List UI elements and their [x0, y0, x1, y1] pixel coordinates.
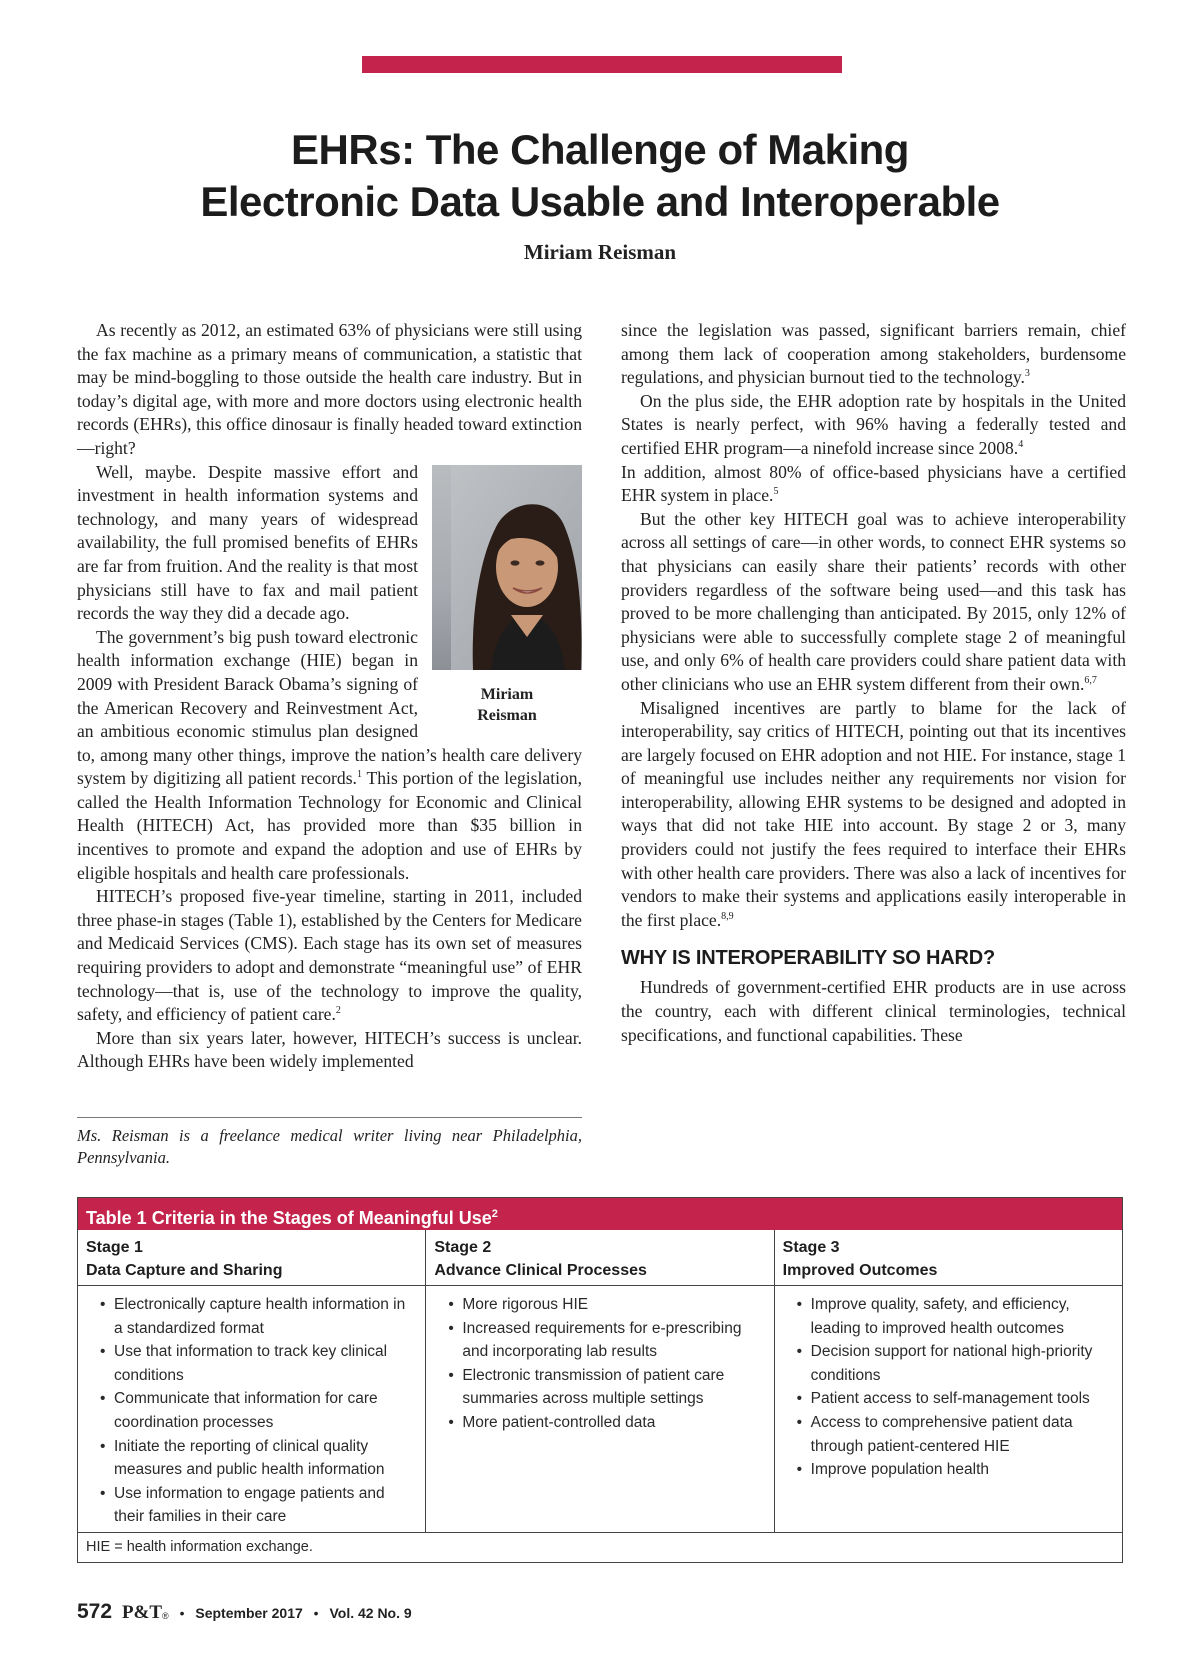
list-item: • Communicate that information for care coordination processes — [100, 1387, 415, 1434]
list-item: • Use information to engage patients and their families in their care — [100, 1482, 415, 1529]
table-column-header — [775, 1230, 1122, 1286]
list-item: • Initiate the reporting of clinical quality measures and public health information — [100, 1435, 415, 1482]
criteria-list — [775, 1286, 1122, 1482]
right-paragraph-4-text: But the other key HITECH goal was to achieve interoperability across all settings of care—in other words, to connect EHR systems so that physicians can easily share their patients’ records with other providers regardless of the software being used—and this task has proved to be more challenging than anticipated. By 2015, only 12% of physicians were able to successfully complete stage 2 of meaningful use, and only 6% of health care providers could share patient data with other clinicians who use an EHR system different from their own. — [621, 508, 1126, 694]
page-footer — [77, 1600, 412, 1624]
table-title-text: Table 1 Criteria in the Stages of Meaningful Use — [86, 1208, 492, 1228]
stage-name: Improved Outcomes — [782, 1262, 938, 1279]
list-item: • Patient access to self-management tools — [797, 1387, 1112, 1411]
journal-name: P&T — [121, 1602, 163, 1623]
footnote-divider — [77, 1117, 582, 1118]
citation-ref: 2 — [335, 1005, 341, 1017]
right-paragraph-1 — [621, 319, 1126, 390]
footer-separator: • — [179, 1605, 185, 1621]
list-item: • Increased requirements for e-prescribing and incorporating lab results — [448, 1317, 763, 1364]
section-heading: WHY IS INTEROPERABILITY SO HARD? — [621, 947, 996, 970]
citation-ref: 8,9 — [721, 910, 734, 922]
left-paragraph-2-text: Well, maybe. Despite massive effort and investment in health information systems and technology, and many years of widespread availability, the full promised benefits of EHRs are far from fruition. And the reality is that most physicians still have to fax and mail patient records the way they did a decade ago. — [77, 461, 418, 624]
header-accent-bar — [362, 56, 842, 73]
meaningful-use-table — [77, 1197, 1123, 1563]
table-column-header — [78, 1230, 425, 1286]
list-item: • Use that information to track key clinical conditions — [100, 1340, 415, 1387]
table-column-header — [426, 1230, 773, 1286]
stage-name: Data Capture and Sharing — [86, 1262, 283, 1279]
photo-caption-line-2: Reisman — [477, 706, 537, 724]
left-paragraph-1: As recently as 2012, an estimated 63% of physicians were still using the fax machine as a primary means of communication, a statistic that may be mind-boggling to those outside the health care industry. But in today’s digital age, with more and more doctors using electronic health records (EHRs), this office dinosaur is finally headed toward extinction—right? — [77, 320, 582, 458]
right-paragraph-2 — [621, 390, 1126, 461]
table-column-stage-1 — [78, 1230, 426, 1532]
photo-caption — [432, 684, 582, 726]
left-paragraph-5: More than six years later, however, HITECH’s success is unclear. Although EHRs have been widely implemented — [77, 1027, 582, 1072]
list-item: • Access to comprehensive patient data through patient-centered HIE — [797, 1411, 1112, 1458]
left-paragraph-3a-text: The government’s big push toward electronic health information exchange (HIE) began in 2009 with President Barack Obama’s signing of the American Recovery and Reinvestment Act, an ambitious economic stimulus plan designed to, among many other things, improve the nation’s health care delivery system by digitizing all patient records. — [77, 626, 582, 789]
page-number: 572 — [77, 1600, 113, 1623]
table-title — [78, 1198, 1122, 1230]
right-paragraph-4 — [621, 508, 1126, 697]
issue-date: September 2017 — [195, 1605, 303, 1621]
left-column — [77, 319, 582, 1074]
table-column-stage-2 — [426, 1230, 774, 1532]
right-paragraph-1-text: since the legislation was passed, significant barriers remain, chief among them lack of cooperation among stakeholders, burdensome regulations, and physician burnout tied to the technology. — [621, 320, 1126, 388]
author-footnote: Ms. Reisman is a freelance medical writer living near Philadelphia, Pennsylvania. — [77, 1126, 582, 1167]
list-item: • Improve quality, safety, and efficiency, leading to improved health outcomes — [797, 1293, 1112, 1340]
list-item: • Decision support for national high-priority conditions — [797, 1340, 1112, 1387]
right-column — [621, 319, 1126, 1047]
right-paragraph-5 — [621, 697, 1126, 933]
stage-label: Stage 2 — [434, 1239, 492, 1256]
table-body — [78, 1230, 1122, 1532]
title-line-2: Electronic Data Usable and Interoperable — [200, 178, 1000, 225]
photo-caption-line-1: Miriam — [480, 685, 534, 703]
list-item: • More rigorous HIE — [448, 1293, 763, 1317]
registered-mark: ® — [162, 1611, 169, 1621]
right-paragraph-5-text: Misaligned incentives are partly to blame for the lack of interoperability, say critics of HITECH, pointing out that its incentives are largely focused on EHR adoption and not HIE. For instance, stage 1 of meaningful use includes neither any requirements nor vision for interoperability, allowing EHR systems to be designed and adopted in ways that did not take HIE into account. By stage 2 or 3, many providers could not justify the fees required to interface their EHRs with other health care providers. There was also a lack of incentives for vendors to make their systems and applications easily interoperable in the first place. — [621, 697, 1126, 930]
right-paragraph-2-text: On the plus side, the EHR adoption rate by hospitals in the United States is nearly perfect, with 96% having a federally tested and certified EHR program—a ninefold increase since 2008. — [621, 390, 1126, 458]
author-byline: Miriam Reisman — [523, 240, 677, 264]
title-line-1: EHRs: The Challenge of Making — [291, 126, 909, 173]
left-paragraph-4 — [77, 885, 582, 1027]
stage-label: Stage 3 — [782, 1239, 840, 1256]
author-portrait-icon — [451, 465, 582, 670]
footer-separator: • — [313, 1605, 319, 1621]
author-photo — [432, 465, 582, 670]
table-column-stage-3 — [775, 1230, 1122, 1532]
list-item: • Improve population health — [797, 1458, 1112, 1482]
left-paragraph-3b-text: This portion of the legislation, called the Health Information Technology for Economic and Clinical Health (HITECH) Act, has provided more than $35 billion in incentives to promote and expand the adoption and use of EHRs by eligible hospitals and health care professionals. — [77, 768, 582, 883]
list-item: • Electronic transmission of patient care summaries across multiple settings — [448, 1364, 763, 1411]
citation-ref: 4 — [1018, 439, 1024, 451]
author-photo-block — [432, 465, 582, 726]
right-paragraph-3 — [621, 461, 1126, 508]
stage-label: Stage 1 — [86, 1239, 143, 1256]
citation-ref: 5 — [773, 486, 779, 498]
volume-issue: Vol. 42 No. 9 — [329, 1605, 412, 1621]
article-title — [0, 124, 1200, 228]
table-footnote: HIE = health information exchange. — [78, 1532, 1122, 1562]
list-item: • More patient-controlled data — [448, 1411, 763, 1435]
list-item: • Electronically capture health information in a standardized format — [100, 1293, 415, 1340]
citation-ref: 1 — [356, 769, 362, 781]
right-paragraph-3-text: In addition, almost 80% of office-based physicians have a certified EHR system in place. — [621, 461, 1126, 506]
stage-name: Advance Clinical Processes — [434, 1262, 647, 1279]
citation-ref: 3 — [1024, 368, 1030, 380]
criteria-list — [426, 1286, 773, 1435]
left-paragraph-4-text: HITECH’s proposed five-year timeline, starting in 2011, included three phase-in stages (Table 1), established by the Centers for Medicare and Medicaid Services (CMS). Each stage has its own set of measures requiring providers to adopt and demonstrate “meaningful use” of EHR technology—that is, use of the technology to improve the quality, safety, and efficiency of patient care. — [77, 886, 582, 1025]
right-paragraph-6: Hundreds of government-certified EHR products are in use across the country, each with different clinical terminologies, technical specifications, and functional capabilities. These — [621, 977, 1126, 1045]
citation-ref: 2 — [491, 1208, 498, 1220]
citation-ref: 6,7 — [1084, 675, 1097, 687]
criteria-list — [78, 1286, 425, 1529]
